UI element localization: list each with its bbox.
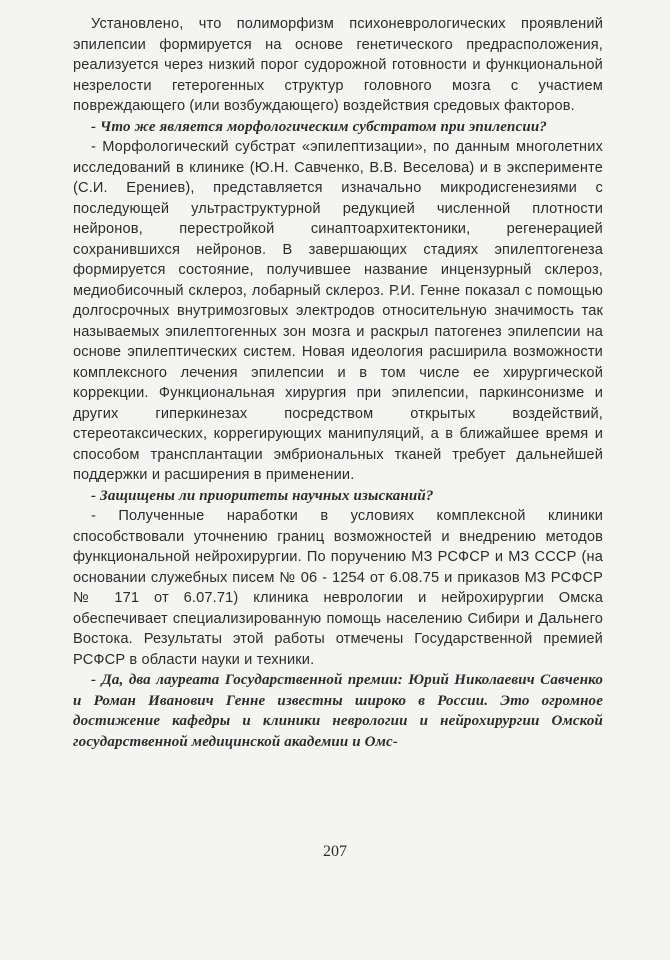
paragraph-priorities-answer: - Полученные наработки в условиях комплексной клиники способствовали уточнению границ возможностей и внедрению методов функциональной нейрохирургии. По поручению МЗ РСФСР и МЗ СССР (на основании служебных писем № 06 - 1254 от 6.08.75 и приказов МЗ РСФСР № 171 от 6.07.71) клиника неврологии и нейрохирургии Омска обеспечивает специализированную помощь населению Сибири и Дальнего Востока. Результаты этой работы отмечены Государственной премией РСФСР в области науки и техники. xyxy=(73,508,603,668)
question-morphology: - Что же является морфологическим субстратом при эпилепсии? xyxy=(91,118,547,135)
paragraph-morphology-answer: - Морфологический субстрат «эпилептизации», по данным многолетних исследований в клинике (Ю.Н. Савченко, В.В. Веселова) и в эксперименте (С.И. Ерениев), представляется изначально микродисгенезиями с последующей ультраструктурной редукцией численной плотности нейронов, перестройкой синаптоархитектоники, регенерацией сохранившихся нейронов. В завершающих стадиях эпилептогенеза формируется состояние, получившее название инцензурный склероз, медиобисочный склероз, лобарный склероз. Р.И. Генне показал с помощью долгосрочных внутримозговых электродов относительную значимость так называемых эпилептогенных зон мозга и раскрыл патогенез эпилепсии на основе эпилептических систем. Новая идеология расширила возможности комплексного лечения эпилепсии и в том числе ее хирургической коррекции. Функциональная хирургия при эпилепсии, паркинсонизме и других гиперкинезах посредством открытых воздействий, стереотаксических, коррегирующих манипуляций, а в ближайшее время и способом трансплантации эмбриональных тканей требует дальнейшей поддержки и расширения в применении. xyxy=(73,139,603,483)
paragraph-intro: Установлено, что полиморфизм психоневрологических проявлений эпилепсии формируется на основе генетического предрасположения, реализуется через низкий порог судорожной готовности и функциональной незрелости гетерогенных структур головного мозга с участием повреждающего (или возбуждающего) воздействия средовых факторов. xyxy=(73,16,603,114)
text-block xyxy=(73,14,603,752)
page-number: 207 xyxy=(323,843,347,860)
question-priorities: - Защищены ли приоритеты научных изысканий? xyxy=(91,487,434,504)
paragraph-laureates: - Да, два лауреата Государственной премии: Юрий Николаевич Савченко и Роман Иванович Генне известны широко в России. Это огромное достижение кафедры и клиники неврологии и нейрохирургии Омской государственной медицинской академии и Омс- xyxy=(73,672,603,750)
